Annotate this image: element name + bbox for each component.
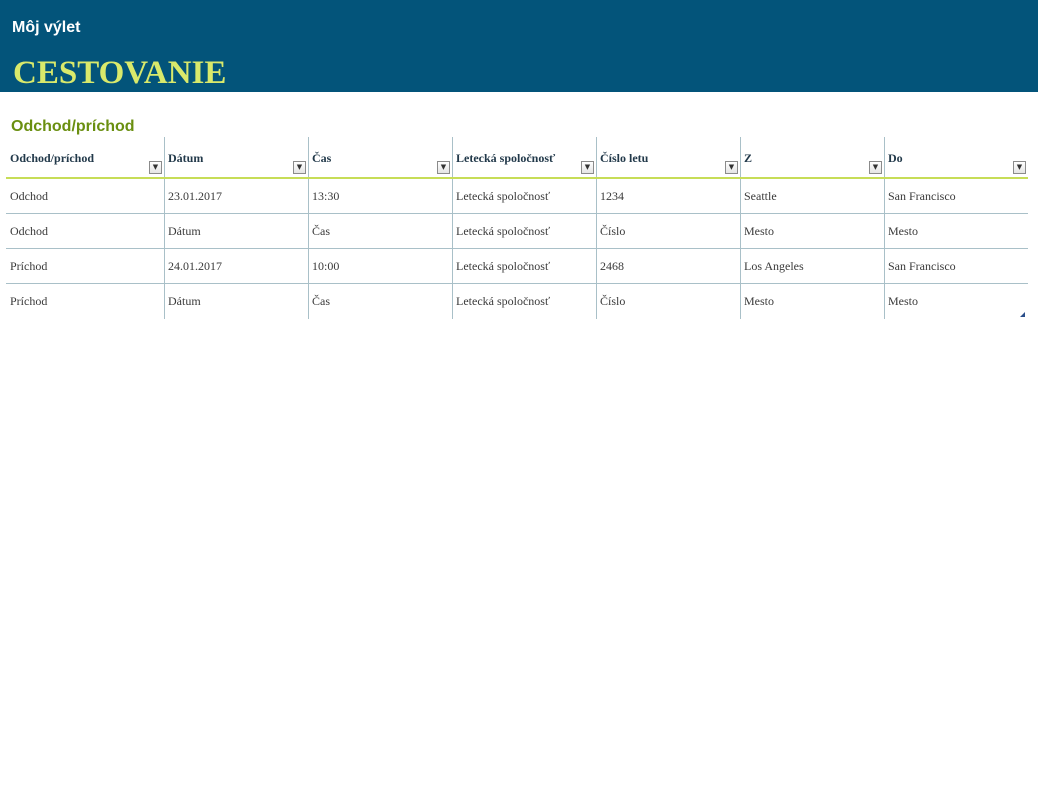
- header-banner: [0, 0, 1038, 92]
- table-cell[interactable]: [596, 179, 740, 213]
- table-header-row: [6, 137, 1028, 179]
- cell-value: Mesto: [744, 224, 774, 238]
- column-header-flight-number: [596, 137, 740, 177]
- column-header-from: [740, 137, 884, 177]
- table-row: [6, 179, 1028, 214]
- cell-value: 23.01.2017: [168, 189, 222, 203]
- section-heading: Odchod/príchod: [11, 118, 135, 135]
- table-cell[interactable]: [164, 179, 308, 213]
- filter-dropdown-icon[interactable]: ▼: [725, 161, 738, 174]
- table-cell[interactable]: [740, 214, 884, 248]
- table-cell[interactable]: [308, 249, 452, 283]
- cell-value: Odchod: [10, 224, 48, 238]
- cell-value: Príchod: [10, 294, 48, 308]
- cell-value: 10:00: [312, 259, 340, 273]
- column-header-label: Letecká spoločnosť: [456, 151, 556, 165]
- cell-value: Čas: [312, 224, 330, 238]
- trip-subtitle: Môj výlet: [12, 19, 81, 36]
- table-cell[interactable]: [6, 179, 164, 213]
- table-cell[interactable]: [452, 249, 596, 283]
- table-row: [6, 214, 1028, 249]
- table-cell[interactable]: [452, 284, 596, 319]
- column-header-time: [308, 137, 452, 177]
- filter-dropdown-icon[interactable]: ▼: [149, 161, 162, 174]
- table-cell[interactable]: [164, 214, 308, 248]
- cell-value: Letecká spoločnosť: [456, 224, 551, 238]
- table-row: [6, 284, 1028, 319]
- filter-dropdown-icon[interactable]: ▼: [1013, 161, 1026, 174]
- column-header-label: Z: [744, 151, 753, 165]
- cell-value: Číslo: [600, 224, 626, 238]
- table-cell[interactable]: [884, 249, 1028, 283]
- cell-value: 2468: [600, 259, 624, 273]
- table-cell[interactable]: [308, 284, 452, 319]
- cell-value: Seattle: [744, 189, 777, 203]
- cell-value: Odchod: [10, 189, 48, 203]
- flights-table: [6, 137, 1028, 317]
- column-header-label: Odchod/príchod: [10, 151, 95, 165]
- filter-dropdown-icon[interactable]: ▼: [293, 161, 306, 174]
- cell-value: Príchod: [10, 259, 48, 273]
- cell-value: Mesto: [744, 294, 774, 308]
- column-header-date: [164, 137, 308, 177]
- cell-value: Los Angeles: [744, 259, 804, 273]
- table-cell[interactable]: [308, 214, 452, 248]
- cell-value: San Francisco: [888, 259, 956, 273]
- table-cell[interactable]: [6, 214, 164, 248]
- table-row: [6, 249, 1028, 284]
- table-cell[interactable]: [740, 284, 884, 319]
- column-header-label: Čas: [312, 151, 332, 165]
- page-title: CESTOVANIE: [13, 55, 227, 91]
- cell-value: 13:30: [312, 189, 340, 203]
- filter-dropdown-icon[interactable]: ▼: [437, 161, 450, 174]
- column-header-label: Dátum: [168, 151, 204, 165]
- cell-value: Dátum: [168, 224, 201, 238]
- cell-value: San Francisco: [888, 189, 956, 203]
- cell-value: 24.01.2017: [168, 259, 222, 273]
- column-header-label: Číslo letu: [600, 151, 649, 165]
- cell-value: Dátum: [168, 294, 201, 308]
- filter-dropdown-icon[interactable]: ▼: [869, 161, 882, 174]
- cell-value: Letecká spoločnosť: [456, 294, 551, 308]
- table-cell[interactable]: [308, 179, 452, 213]
- table-cell[interactable]: [596, 249, 740, 283]
- cell-value: Mesto: [888, 294, 918, 308]
- column-header-airline: [452, 137, 596, 177]
- cell-value: Letecká spoločnosť: [456, 259, 551, 273]
- filter-dropdown-icon[interactable]: ▼: [581, 161, 594, 174]
- table-cell[interactable]: [452, 214, 596, 248]
- column-header-label: Do: [888, 151, 903, 165]
- table-cell[interactable]: [596, 284, 740, 319]
- column-header-to: [884, 137, 1028, 177]
- cell-value: Čas: [312, 294, 330, 308]
- column-header-direction: [6, 137, 164, 177]
- cell-value: Mesto: [888, 224, 918, 238]
- table-cell[interactable]: [164, 284, 308, 319]
- table-cell[interactable]: [6, 249, 164, 283]
- cell-value: 1234: [600, 189, 624, 203]
- table-cell[interactable]: [884, 284, 1028, 319]
- cell-value: Číslo: [600, 294, 626, 308]
- table-cell[interactable]: [6, 284, 164, 319]
- table-cell[interactable]: [884, 214, 1028, 248]
- table-cell[interactable]: [740, 179, 884, 213]
- table-cell[interactable]: [452, 179, 596, 213]
- table-cell[interactable]: [596, 214, 740, 248]
- table-cell[interactable]: [164, 249, 308, 283]
- table-cell[interactable]: [884, 179, 1028, 213]
- cell-value: Letecká spoločnosť: [456, 189, 551, 203]
- table-cell[interactable]: [740, 249, 884, 283]
- table-resize-handle-icon[interactable]: [1020, 312, 1025, 317]
